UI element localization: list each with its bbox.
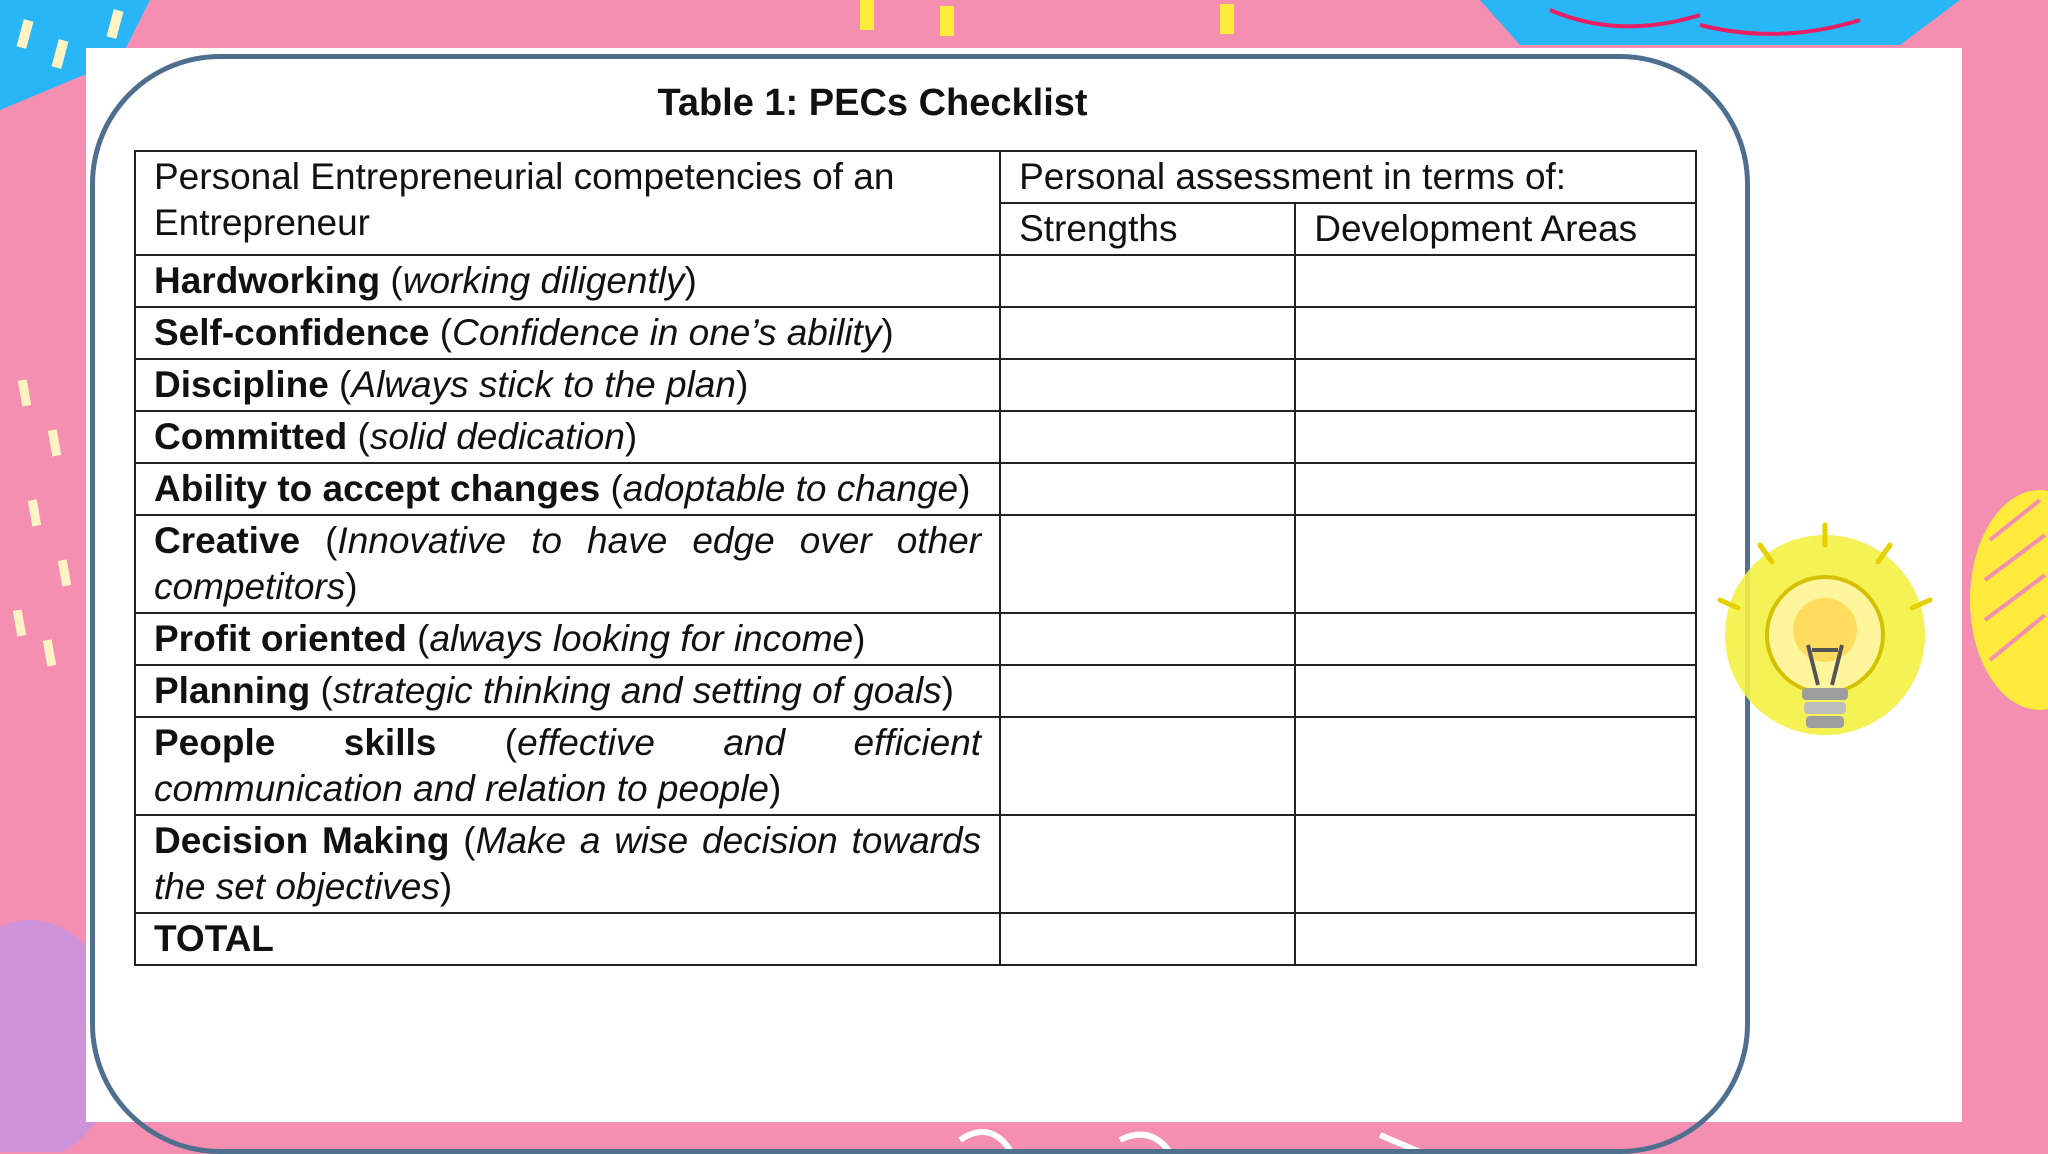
strengths-cell[interactable] [1000, 411, 1295, 463]
development-cell[interactable] [1295, 359, 1696, 411]
competency-term: Planning [154, 670, 311, 711]
strengths-cell[interactable] [1000, 463, 1295, 515]
table-row [135, 411, 1696, 463]
competency-description: working diligently [402, 260, 685, 301]
strengths-cell[interactable] [1000, 815, 1295, 913]
development-cell[interactable] [1295, 307, 1696, 359]
table-row [135, 255, 1696, 307]
competency-term: People skills [154, 722, 437, 763]
competency-description: Always stick to the plan [351, 364, 736, 405]
competency-cell: Planning (strategic thinking and setting of goals) [135, 665, 1000, 717]
competency-description: strategic thinking and setting of goals [332, 670, 942, 711]
competency-term: Discipline [154, 364, 329, 405]
competency-description: solid dedication [369, 416, 625, 457]
pecs-checklist-table [134, 150, 1697, 966]
competency-term: Profit oriented [154, 618, 407, 659]
competency-term: Self-confidence [154, 312, 430, 353]
table-row [135, 359, 1696, 411]
strengths-cell[interactable] [1000, 359, 1295, 411]
development-cell[interactable] [1295, 515, 1696, 613]
development-cell[interactable] [1295, 255, 1696, 307]
competency-cell: Ability to accept changes (adoptable to change) [135, 463, 1000, 515]
total-label: TOTAL [135, 913, 1000, 965]
table-row [135, 613, 1696, 665]
competency-cell: People skills (effective and efficient communication and relation to people) [135, 717, 1000, 815]
competency-cell: Profit oriented (always looking for income) [135, 613, 1000, 665]
table-row [135, 815, 1696, 913]
strengths-cell[interactable] [1000, 515, 1295, 613]
total-row [135, 913, 1696, 965]
competency-description: adoptable to change [622, 468, 959, 509]
competency-cell: Committed (solid dedication) [135, 411, 1000, 463]
development-cell[interactable] [1295, 411, 1696, 463]
slide-card [86, 48, 1962, 1122]
strengths-cell[interactable] [1000, 665, 1295, 717]
table-row [135, 717, 1696, 815]
table-row [135, 307, 1696, 359]
table-header-row [135, 151, 1696, 203]
header-assessment: Personal assessment in terms of: [1000, 151, 1696, 203]
table-row [135, 515, 1696, 613]
competency-description: Innovative to have edge over other competitors [154, 520, 982, 607]
lightbulb-icon [1690, 520, 1960, 790]
development-cell[interactable] [1295, 717, 1696, 815]
strengths-cell[interactable] [1000, 255, 1295, 307]
header-competencies: Personal Entrepreneurial competencies of an Entrepreneur [135, 151, 1000, 255]
competency-cell: Decision Making (Make a wise decision towards the set objectives) [135, 815, 1000, 913]
table-title: Table 1: PECs Checklist [657, 82, 1088, 124]
competency-term: Committed [154, 416, 348, 457]
development-cell[interactable] [1295, 665, 1696, 717]
competency-description: Confidence in one’s ability [452, 312, 882, 353]
table-row [135, 463, 1696, 515]
strengths-cell[interactable] [1000, 717, 1295, 815]
strengths-cell[interactable] [1000, 613, 1295, 665]
competency-description: effective and efficient communication and relation to people [154, 722, 982, 809]
header-strengths: Strengths [1000, 203, 1295, 255]
competency-cell: Self-confidence (Confidence in one’s ability) [135, 307, 1000, 359]
competency-cell: Creative (Innovative to have edge over other competitors) [135, 515, 1000, 613]
total-strengths-cell[interactable] [1000, 913, 1295, 965]
table-row [135, 665, 1696, 717]
development-cell[interactable] [1295, 815, 1696, 913]
strengths-cell[interactable] [1000, 307, 1295, 359]
development-cell[interactable] [1295, 463, 1696, 515]
development-cell[interactable] [1295, 613, 1696, 665]
total-development-cell[interactable] [1295, 913, 1696, 965]
competency-term: Hardworking [154, 260, 381, 301]
header-development-areas: Development Areas [1295, 203, 1696, 255]
competency-term: Decision Making [154, 820, 450, 861]
competency-cell: Discipline (Always stick to the plan) [135, 359, 1000, 411]
competency-term: Creative [154, 520, 301, 561]
competency-description: always looking for income [429, 618, 854, 659]
competency-cell: Hardworking (working diligently) [135, 255, 1000, 307]
competency-description: Make a wise decision towards the set objectives [154, 820, 982, 907]
competency-term: Ability to accept changes [154, 468, 601, 509]
